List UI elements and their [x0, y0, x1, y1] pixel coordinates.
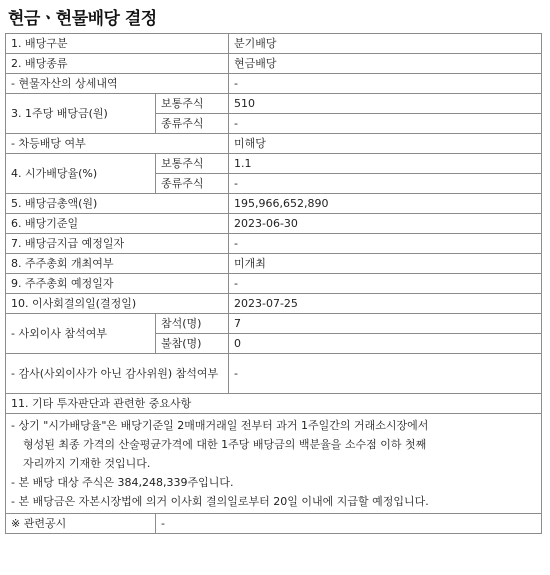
row-value: 미해당	[229, 134, 542, 154]
table-row	[6, 394, 542, 414]
row-sublabel: 불참(명)	[156, 334, 229, 354]
row-value: -	[229, 174, 542, 194]
row-label: 5. 배당금총액(원)	[6, 194, 229, 214]
table-row	[6, 414, 542, 514]
table-row	[6, 314, 542, 334]
table-row	[6, 214, 542, 234]
row-value: -	[229, 354, 542, 394]
note-line: - 본 배당 대상 주식은 384,248,339주입니다.	[11, 476, 234, 489]
dividend-decision-table	[5, 33, 542, 534]
row-label: 11. 기타 투자판단과 관련한 중요사항	[6, 394, 542, 414]
table-row	[6, 54, 542, 74]
row-label: - 현물자산의 상세내역	[6, 74, 229, 94]
row-label: 7. 배당금지급 예정일자	[6, 234, 229, 254]
row-value: -	[229, 234, 542, 254]
note-line: 자리까지 기재한 것입니다.	[23, 457, 151, 470]
row-value: 2023-06-30	[229, 214, 542, 234]
row-label: 4. 시가배당율(%)	[6, 154, 156, 194]
row-value: 195,966,652,890	[229, 194, 542, 214]
row-label: 8. 주주총회 개최여부	[6, 254, 229, 274]
row-value: 분기배당	[229, 34, 542, 54]
table-row	[6, 134, 542, 154]
row-value: 2023-07-25	[229, 294, 542, 314]
table-row	[6, 154, 542, 174]
row-sublabel: 보통주식	[156, 154, 229, 174]
row-label: 10. 이사회결의일(결정일)	[6, 294, 229, 314]
row-value: 미개최	[229, 254, 542, 274]
row-label: - 사외이사 참석여부	[6, 314, 156, 354]
table-row	[6, 274, 542, 294]
table-row	[6, 254, 542, 274]
table-row	[6, 234, 542, 254]
table-row	[6, 94, 542, 114]
row-value: -	[229, 274, 542, 294]
row-value: 510	[229, 94, 542, 114]
notes-cell	[6, 414, 542, 514]
row-value: -	[156, 514, 542, 534]
table-row	[6, 294, 542, 314]
table-row	[6, 194, 542, 214]
note-line: - 상기 "시가배당율"은 배당기준일 2매매거래일 전부터 과거 1주일간의 거래소시장에서	[11, 419, 429, 432]
row-value: 현금배당	[229, 54, 542, 74]
row-value: 0	[229, 334, 542, 354]
table-row	[6, 514, 542, 534]
row-label: ※ 관련공시	[6, 514, 156, 534]
row-label: 9. 주주총회 예정일자	[6, 274, 229, 294]
page-title: 현금ㆍ현물배당 결정	[8, 9, 157, 29]
row-value: 1.1	[229, 154, 542, 174]
row-label: 2. 배당종류	[6, 54, 229, 74]
table-row	[6, 34, 542, 54]
row-label: 1. 배당구분	[6, 34, 229, 54]
row-value: 7	[229, 314, 542, 334]
row-sublabel: 종류주식	[156, 174, 229, 194]
row-value: -	[229, 114, 542, 134]
row-label: - 감사(사외이사가 아닌 감사위원) 참석여부	[6, 354, 229, 394]
table-row	[6, 354, 542, 394]
table-row	[6, 74, 542, 94]
row-value: -	[229, 74, 542, 94]
note-line: 형성된 최종 가격의 산술평균가격에 대한 1주당 배당금의 백분율을 소수점 이하 첫째	[23, 438, 427, 451]
row-sublabel: 참석(명)	[156, 314, 229, 334]
row-label: 6. 배당기준일	[6, 214, 229, 234]
row-label: 3. 1주당 배당금(원)	[6, 94, 156, 134]
note-line: - 본 배당금은 자본시장법에 의거 이사회 결의일로부터 20일 이내에 지급할 예정입니다.	[11, 495, 429, 508]
row-label: - 차등배당 여부	[6, 134, 229, 154]
row-sublabel: 보통주식	[156, 94, 229, 114]
row-sublabel: 종류주식	[156, 114, 229, 134]
